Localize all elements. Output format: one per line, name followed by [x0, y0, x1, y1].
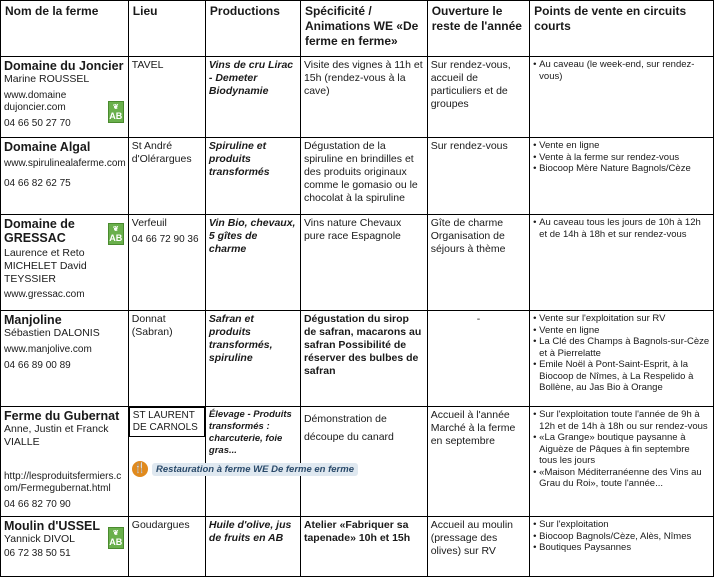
fork-knife-icon: 🍴 [132, 461, 148, 477]
point-vente-item: • Biocoop Mère Nature Bagnols/Cèze [533, 163, 710, 175]
farm-cell [1, 517, 129, 577]
ab-organic-logo: ❦ AB [108, 101, 124, 123]
header-ouverture: Ouverture le reste de l'année [427, 1, 529, 57]
points-vente-cell [530, 215, 714, 311]
specificite-text: Démonstration de découpe du canard [303, 413, 394, 443]
point-vente-item: • Vente en ligne [533, 325, 710, 337]
farm-cell [1, 311, 129, 407]
ouverture-cell: Gîte de charme Organisation de séjours à thème [427, 215, 529, 311]
point-vente-item: • Biocoop Bagnols/Cèze, Alès, Nîmes [533, 531, 710, 543]
header-specificite: Spécificité / Animations WE «De ferme en ferme» [300, 1, 427, 57]
points-list [533, 59, 710, 82]
specificite-cell: Dégustation du sirop de safran, macarons au safran Possibilité de réserver des bulbes de safran [300, 311, 427, 407]
farm-website[interactable]: www.spirulinealaferme.com [4, 158, 126, 169]
farm-cell [1, 138, 129, 215]
point-vente-item: • Boutiques Paysannes [533, 542, 710, 554]
point-vente-item: • «La Grange» boutique paysanne à Aiguèze de Pâques à fin septembre tous les jours [533, 432, 710, 467]
ab-organic-logo: ❦ AB [108, 527, 124, 549]
points-vente-cell [530, 311, 714, 407]
specificite-cell: Visite des vignes à 11h et 15h (rendez-vous à la cave) [300, 57, 427, 138]
ouverture-cell: - [427, 311, 529, 407]
table-row [1, 517, 714, 577]
points-vente-cell [530, 57, 714, 138]
ab-organic-logo: ❦ AB [108, 223, 124, 245]
points-vente-cell [530, 138, 714, 215]
lieu-name: Verfeuil [131, 217, 167, 229]
ouverture-cell: Sur rendez-vous [427, 138, 529, 215]
points-list [533, 217, 710, 240]
points-vente-cell [530, 517, 714, 577]
productions-cell: Spiruline et produits transformés [205, 138, 300, 215]
farm-website[interactable]: www.domaine dujoncier.com [4, 90, 67, 113]
farm-name: Moulin d'USSEL [4, 519, 101, 533]
point-vente-item: • «Maison Méditerranéenne des Vins au Grau du Roi», toute l'année... [533, 467, 710, 490]
point-vente-item: • Au caveau (le week-end, sur rendez-vous) [533, 59, 710, 82]
header-row [1, 1, 714, 57]
farm-name: Manjoline [4, 313, 62, 327]
farm-website[interactable]: http://lesproduitsfermiers.com/Fermegubernat.html [4, 471, 122, 494]
table-row [1, 311, 714, 407]
farm-people: Laurence et Reto MICHELET David TEYSSIER [4, 247, 87, 285]
farm-website[interactable]: www.manjolive.com [4, 344, 92, 355]
farm-name: Domaine du Joncier [4, 59, 124, 73]
farm-people: Sébastien DALONIS [4, 327, 100, 339]
point-vente-item: • Vente sur l'exploitation sur RV [533, 313, 710, 325]
points-vente-cell [530, 407, 714, 517]
point-vente-item: • Sur l'exploitation toute l'année de 9h à 12h et de 14h à 18h ou sur rendez-vous [533, 409, 710, 432]
table-row [1, 215, 714, 311]
farm-phone: 04 66 50 27 70 [4, 118, 71, 129]
points-list [533, 313, 710, 394]
table-row [1, 57, 714, 138]
ouverture-cell: Accueil au moulin (pressage des olives) sur RV [427, 517, 529, 577]
farm-cell [1, 57, 129, 138]
farm-name: Ferme du Gubernat [4, 409, 120, 423]
point-vente-item: • Emile Noël à Pont-Saint-Esprit, à la Biocoop de Nîmes, à La Respelido à Bollène, au Jas Bio à Orange [533, 359, 710, 394]
ouverture-cell: Sur rendez-vous, accueil de particuliers et de groupes [427, 57, 529, 138]
farm-phone: 04 66 82 62 75 [4, 178, 71, 189]
table-row [1, 138, 714, 215]
header-lieu: Lieu [128, 1, 205, 57]
specificite-cell: Dégustation de la spiruline en brindilles et des produits originaux comme le gomasio ou le chocolat à la spiruline [300, 138, 427, 215]
lieu-cell: St André d'Olérargues [128, 138, 205, 215]
farm-phone: 04 66 89 00 89 [4, 360, 71, 371]
point-vente-item: • Vente en ligne [533, 140, 710, 152]
point-vente-item: • La Clé des Champs à Bagnols-sur-Cèze et à Pierrelatte [533, 336, 710, 359]
farm-people: Yannick DIVOL [4, 533, 76, 545]
farm-cell [1, 215, 129, 311]
points-list [533, 140, 710, 175]
restauration-callout [132, 461, 358, 477]
point-vente-item: • Au caveau tous les jours de 10h à 12h et de 14h à 18h et sur rendez-vous [533, 217, 710, 240]
points-list [533, 519, 710, 554]
points-list [533, 409, 710, 490]
farm-name: Domaine de GRESSAC [4, 217, 75, 245]
lieu-cell [128, 215, 205, 311]
specificite-cell: Atelier «Fabriquer sa tapenade» 10h et 15h [300, 517, 427, 577]
header-points-vente: Points de vente en circuits courts [530, 1, 714, 57]
farm-people: Anne, Justin et Franck VIALLE [4, 423, 109, 448]
productions-cell: Huile d'olive, jus de fruits en AB [205, 517, 300, 577]
lieu-cell: Goudargues [128, 517, 205, 577]
farm-cell [1, 407, 129, 517]
farm-people: Marine ROUSSEL [4, 73, 90, 85]
point-vente-item: • Sur l'exploitation [533, 519, 710, 531]
header-nom: Nom de la ferme [1, 1, 129, 57]
farm-website[interactable]: www.gressac.com [4, 289, 85, 300]
lieu-cell: Donnat (Sabran) [128, 311, 205, 407]
specificite-cell: Vins nature Chevaux pure race Espagnole [300, 215, 427, 311]
farm-name: Domaine Algal [4, 140, 91, 154]
productions-cell: Safran et produits transformés, spiruline [205, 311, 300, 407]
point-vente-item: • Vente à la ferme sur rendez-vous [533, 152, 710, 164]
ouverture-cell: Accueil à l'année Marché à la ferme en septembre [427, 407, 529, 517]
lieu-cell: TAVEL [128, 57, 205, 138]
restauration-label: Restauration à ferme WE De ferme en ferme [152, 463, 358, 476]
productions-cell: Vin Bio, chevaux, 5 gîtes de charme [205, 215, 300, 311]
lieu-phone: 04 66 72 90 36 [131, 234, 199, 245]
productions-cell: Vins de cru Lirac - Demeter Biodynamie [205, 57, 300, 138]
productions-cell: Élevage - Produits transformés : charcuterie, foie gras... [205, 407, 300, 517]
lieu-cell: ST LAURENT DE CARNOLS [129, 407, 205, 437]
farm-phone: 04 66 82 70 90 [4, 499, 71, 510]
header-productions: Productions [205, 1, 300, 57]
farm-phone: 06 72 38 50 51 [4, 548, 71, 559]
